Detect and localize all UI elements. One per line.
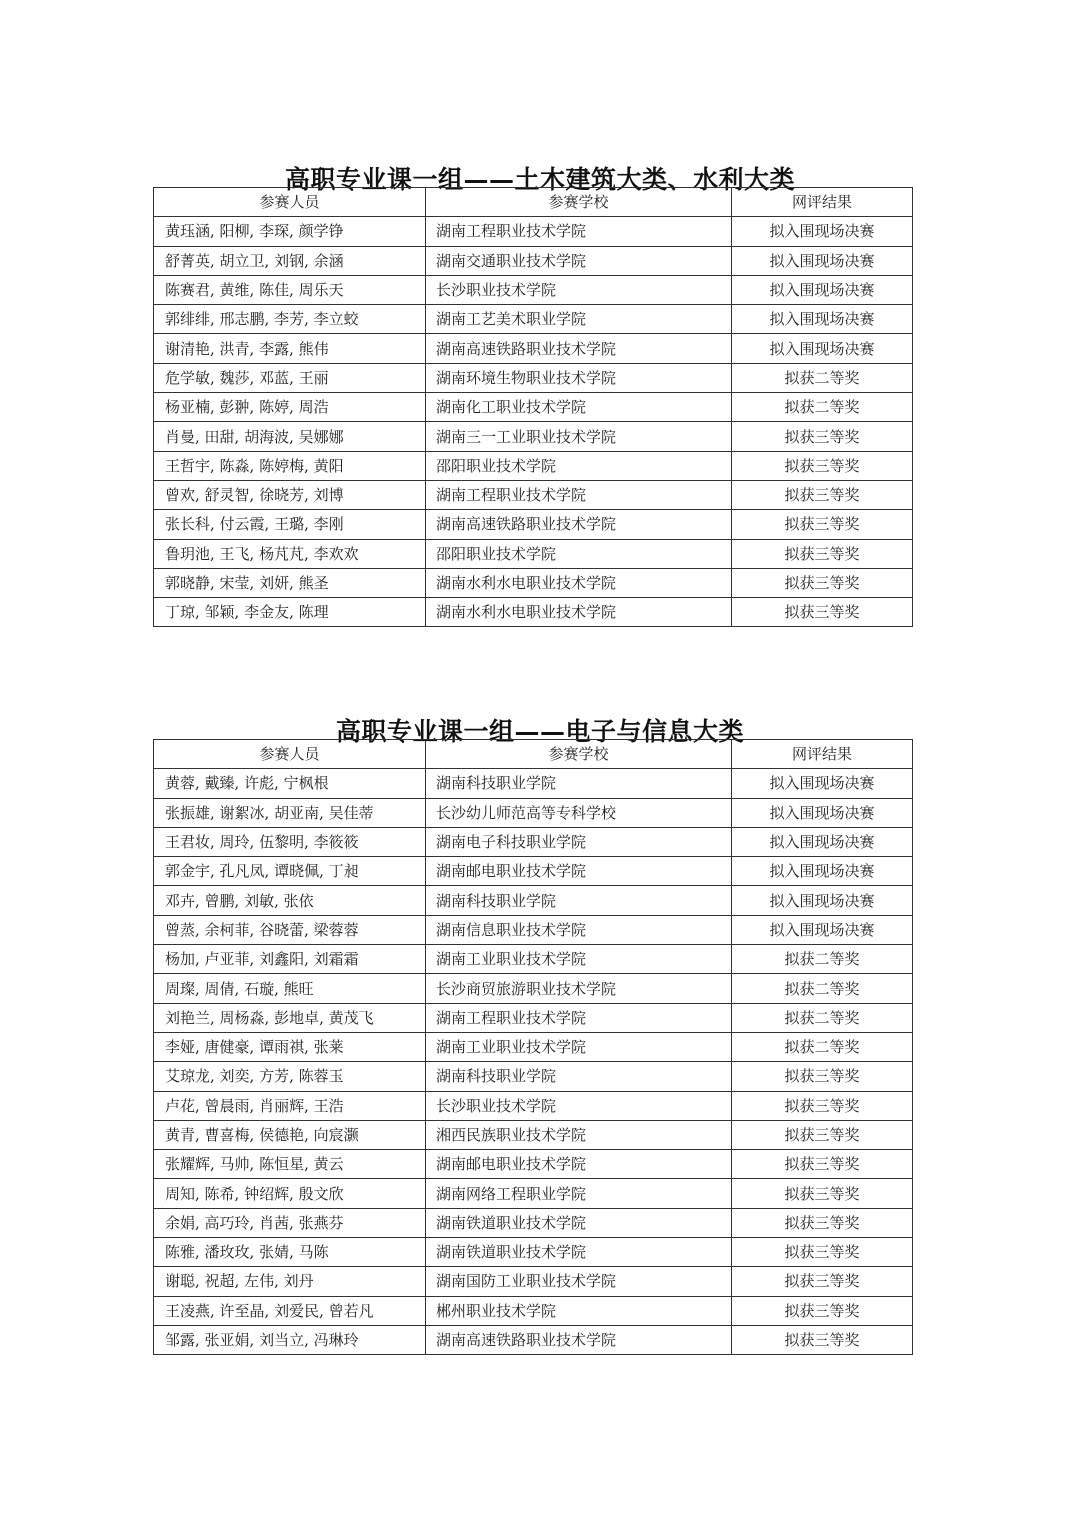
table-row (154, 1179, 913, 1208)
cell-school: 湖南工艺美术职业学院 (426, 305, 732, 334)
table-row (154, 480, 913, 509)
table-row (154, 568, 913, 597)
table-row (154, 334, 913, 363)
cell-result: 拟获三等奖 (732, 1325, 913, 1354)
cell-school: 湖南科技职业学院 (426, 769, 732, 798)
cell-participants: 周知, 陈希, 钟绍辉, 殷文欣 (154, 1179, 426, 1208)
cell-school: 郴州职业技术学院 (426, 1296, 732, 1325)
cell-participants: 刘艳兰, 周杨淼, 彭地卓, 黄茂飞 (154, 1003, 426, 1032)
cell-school: 湖南科技职业学院 (426, 886, 732, 915)
cell-result: 拟获三等奖 (732, 1208, 913, 1237)
cell-participants: 黄蓉, 戴臻, 许彪, 宁枫根 (154, 769, 426, 798)
cell-participants: 曾欢, 舒灵智, 徐晓芳, 刘博 (154, 480, 426, 509)
cell-school: 湖南工程职业技术学院 (426, 217, 732, 246)
header-result: 网评结果 (732, 740, 913, 769)
cell-result: 拟获三等奖 (732, 598, 913, 627)
cell-participants: 鲁玥池, 王飞, 杨芃芃, 李欢欢 (154, 539, 426, 568)
cell-result: 拟获三等奖 (732, 1179, 913, 1208)
table-header-row (154, 740, 913, 769)
header-participants: 参赛人员 (154, 188, 426, 217)
cell-school: 湖南水利水电职业技术学院 (426, 598, 732, 627)
cell-result: 拟获二等奖 (732, 393, 913, 422)
table-row (154, 217, 913, 246)
cell-school: 长沙职业技术学院 (426, 275, 732, 304)
cell-participants: 黄青, 曹喜梅, 侯德艳, 向宸灏 (154, 1120, 426, 1149)
table-row (154, 827, 913, 856)
table-row (154, 857, 913, 886)
cell-school: 邵阳职业技术学院 (426, 539, 732, 568)
cell-participants: 丁琼, 邹颖, 李金友, 陈理 (154, 598, 426, 627)
table-row (154, 945, 913, 974)
cell-result: 拟入围现场决赛 (732, 305, 913, 334)
table-row (154, 363, 913, 392)
table-row (154, 305, 913, 334)
cell-result: 拟入围现场决赛 (732, 857, 913, 886)
table-row (154, 798, 913, 827)
cell-participants: 周璨, 周倩, 石璇, 熊旺 (154, 974, 426, 1003)
table-row (154, 422, 913, 451)
cell-school: 湖南高速铁路职业技术学院 (426, 334, 732, 363)
table-row (154, 1120, 913, 1149)
cell-participants: 艾琼龙, 刘奕, 方芳, 陈蓉玉 (154, 1062, 426, 1091)
cell-school: 湖南电子科技职业学院 (426, 827, 732, 856)
table-row (154, 393, 913, 422)
header-participants: 参赛人员 (154, 740, 426, 769)
cell-result: 拟入围现场决赛 (732, 886, 913, 915)
cell-result: 拟获三等奖 (732, 480, 913, 509)
cell-result: 拟入围现场决赛 (732, 827, 913, 856)
cell-participants: 曾蒸, 余柯菲, 谷晓蕾, 梁蓉蓉 (154, 915, 426, 944)
table-row (154, 1032, 913, 1061)
cell-result: 拟获三等奖 (732, 539, 913, 568)
cell-participants: 余娟, 高巧玲, 肖茜, 张燕芬 (154, 1208, 426, 1237)
table-row (154, 769, 913, 798)
cell-participants: 陈雅, 潘玫玫, 张婧, 马陈 (154, 1238, 426, 1267)
cell-school: 湖南工程职业技术学院 (426, 1003, 732, 1032)
header-result: 网评结果 (732, 188, 913, 217)
table-row (154, 1150, 913, 1179)
table-row (154, 246, 913, 275)
cell-result: 拟获二等奖 (732, 945, 913, 974)
cell-participants: 王君妆, 周玲, 伍黎明, 李筱筱 (154, 827, 426, 856)
cell-result: 拟获二等奖 (732, 1032, 913, 1061)
cell-school: 湖南铁道职业技术学院 (426, 1238, 732, 1267)
table-row (154, 539, 913, 568)
cell-result: 拟获二等奖 (732, 974, 913, 1003)
table-row (154, 510, 913, 539)
cell-result: 拟入围现场决赛 (732, 246, 913, 275)
cell-school: 长沙商贸旅游职业技术学院 (426, 974, 732, 1003)
cell-result: 拟获三等奖 (732, 422, 913, 451)
header-school: 参赛学校 (426, 188, 732, 217)
cell-participants: 危学敏, 魏莎, 邓蓝, 王丽 (154, 363, 426, 392)
cell-participants: 谢清艳, 洪青, 李露, 熊伟 (154, 334, 426, 363)
cell-school: 湖南科技职业学院 (426, 1062, 732, 1091)
cell-participants: 陈赛君, 黄维, 陈佳, 周乐天 (154, 275, 426, 304)
table-row (154, 886, 913, 915)
cell-result: 拟获三等奖 (732, 1150, 913, 1179)
cell-school: 长沙幼儿师范高等专科学校 (426, 798, 732, 827)
section-title-civil-water: 高职专业课一组——土木建筑大类、水利大类 (284, 164, 795, 194)
results-table-electronics-info (153, 739, 913, 1355)
results-table-civil-water (153, 187, 913, 627)
cell-result: 拟入围现场决赛 (732, 275, 913, 304)
cell-participants: 谢聪, 祝超, 左伟, 刘丹 (154, 1267, 426, 1296)
table-row (154, 1003, 913, 1032)
cell-result: 拟获二等奖 (732, 1003, 913, 1032)
cell-result: 拟获三等奖 (732, 1062, 913, 1091)
table-row (154, 1325, 913, 1354)
cell-participants: 张耀辉, 马帅, 陈恒星, 黄云 (154, 1150, 426, 1179)
cell-result: 拟获三等奖 (732, 451, 913, 480)
cell-school: 湖南交通职业技术学院 (426, 246, 732, 275)
table-row (154, 1238, 913, 1267)
cell-school: 湖南邮电职业技术学院 (426, 857, 732, 886)
cell-result: 拟入围现场决赛 (732, 769, 913, 798)
table-row (154, 1091, 913, 1120)
cell-participants: 郭晓静, 宋莹, 刘妍, 熊圣 (154, 568, 426, 597)
cell-school: 湖南信息职业技术学院 (426, 915, 732, 944)
table-row (154, 1208, 913, 1237)
cell-participants: 卢花, 曾晨雨, 肖丽辉, 王浩 (154, 1091, 426, 1120)
cell-result: 拟获三等奖 (732, 1238, 913, 1267)
cell-participants: 李娅, 唐健豪, 谭雨祺, 张莱 (154, 1032, 426, 1061)
cell-school: 湖南工业职业技术学院 (426, 1032, 732, 1061)
table-header-row (154, 188, 913, 217)
cell-school: 湖南铁道职业技术学院 (426, 1208, 732, 1237)
cell-result: 拟获三等奖 (732, 568, 913, 597)
cell-school: 邵阳职业技术学院 (426, 451, 732, 480)
table-row (154, 451, 913, 480)
table-row (154, 1062, 913, 1091)
cell-participants: 黄珏涵, 阳柳, 李琛, 颜学铮 (154, 217, 426, 246)
cell-result: 拟获三等奖 (732, 1267, 913, 1296)
cell-result: 拟获三等奖 (732, 1296, 913, 1325)
cell-result: 拟入围现场决赛 (732, 217, 913, 246)
cell-participants: 郭绯绯, 邢志鹏, 李芳, 李立蛟 (154, 305, 426, 334)
cell-school: 湖南工业职业技术学院 (426, 945, 732, 974)
cell-result: 拟获二等奖 (732, 363, 913, 392)
cell-school: 湖南化工职业技术学院 (426, 393, 732, 422)
cell-school: 湖南国防工业职业技术学院 (426, 1267, 732, 1296)
cell-school: 湖南环境生物职业技术学院 (426, 363, 732, 392)
cell-participants: 张振雄, 谢絮冰, 胡亚南, 吴佳蒂 (154, 798, 426, 827)
cell-result: 拟入围现场决赛 (732, 334, 913, 363)
cell-school: 湖南高速铁路职业技术学院 (426, 510, 732, 539)
cell-participants: 王凌燕, 许至晶, 刘爱民, 曾若凡 (154, 1296, 426, 1325)
table-row (154, 1296, 913, 1325)
section-title-electronics-info: 高职专业课一组——电子与信息大类 (335, 716, 744, 746)
cell-school: 湖南高速铁路职业技术学院 (426, 1325, 732, 1354)
cell-participants: 肖曼, 田甜, 胡海波, 吴娜娜 (154, 422, 426, 451)
cell-participants: 杨亚楠, 彭翀, 陈婷, 周浩 (154, 393, 426, 422)
cell-result: 拟入围现场决赛 (732, 915, 913, 944)
cell-participants: 邓卉, 曾鹏, 刘敏, 张依 (154, 886, 426, 915)
cell-school: 湖南三一工业职业技术学院 (426, 422, 732, 451)
cell-participants: 舒菁英, 胡立卫, 刘钢, 余涵 (154, 246, 426, 275)
cell-result: 拟获三等奖 (732, 1091, 913, 1120)
table-row (154, 1267, 913, 1296)
cell-school: 长沙职业技术学院 (426, 1091, 732, 1120)
cell-participants: 王哲宇, 陈淼, 陈婷梅, 黄阳 (154, 451, 426, 480)
cell-school: 湖南水利水电职业技术学院 (426, 568, 732, 597)
cell-school: 湘西民族职业技术学院 (426, 1120, 732, 1149)
header-school: 参赛学校 (426, 740, 732, 769)
cell-participants: 邹露, 张亚娟, 刘当立, 冯琳玲 (154, 1325, 426, 1354)
cell-participants: 杨加, 卢亚菲, 刘鑫阳, 刘霜霜 (154, 945, 426, 974)
cell-school: 湖南工程职业技术学院 (426, 480, 732, 509)
table-row (154, 598, 913, 627)
table-row (154, 974, 913, 1003)
table-row (154, 275, 913, 304)
cell-school: 湖南邮电职业技术学院 (426, 1150, 732, 1179)
cell-school: 湖南网络工程职业学院 (426, 1179, 732, 1208)
cell-result: 拟入围现场决赛 (732, 798, 913, 827)
cell-result: 拟获三等奖 (732, 510, 913, 539)
table-row (154, 915, 913, 944)
cell-result: 拟获三等奖 (732, 1120, 913, 1149)
cell-participants: 郭金宇, 孔凡凤, 谭晓佩, 丁昶 (154, 857, 426, 886)
cell-participants: 张长科, 付云霞, 王璐, 李刚 (154, 510, 426, 539)
